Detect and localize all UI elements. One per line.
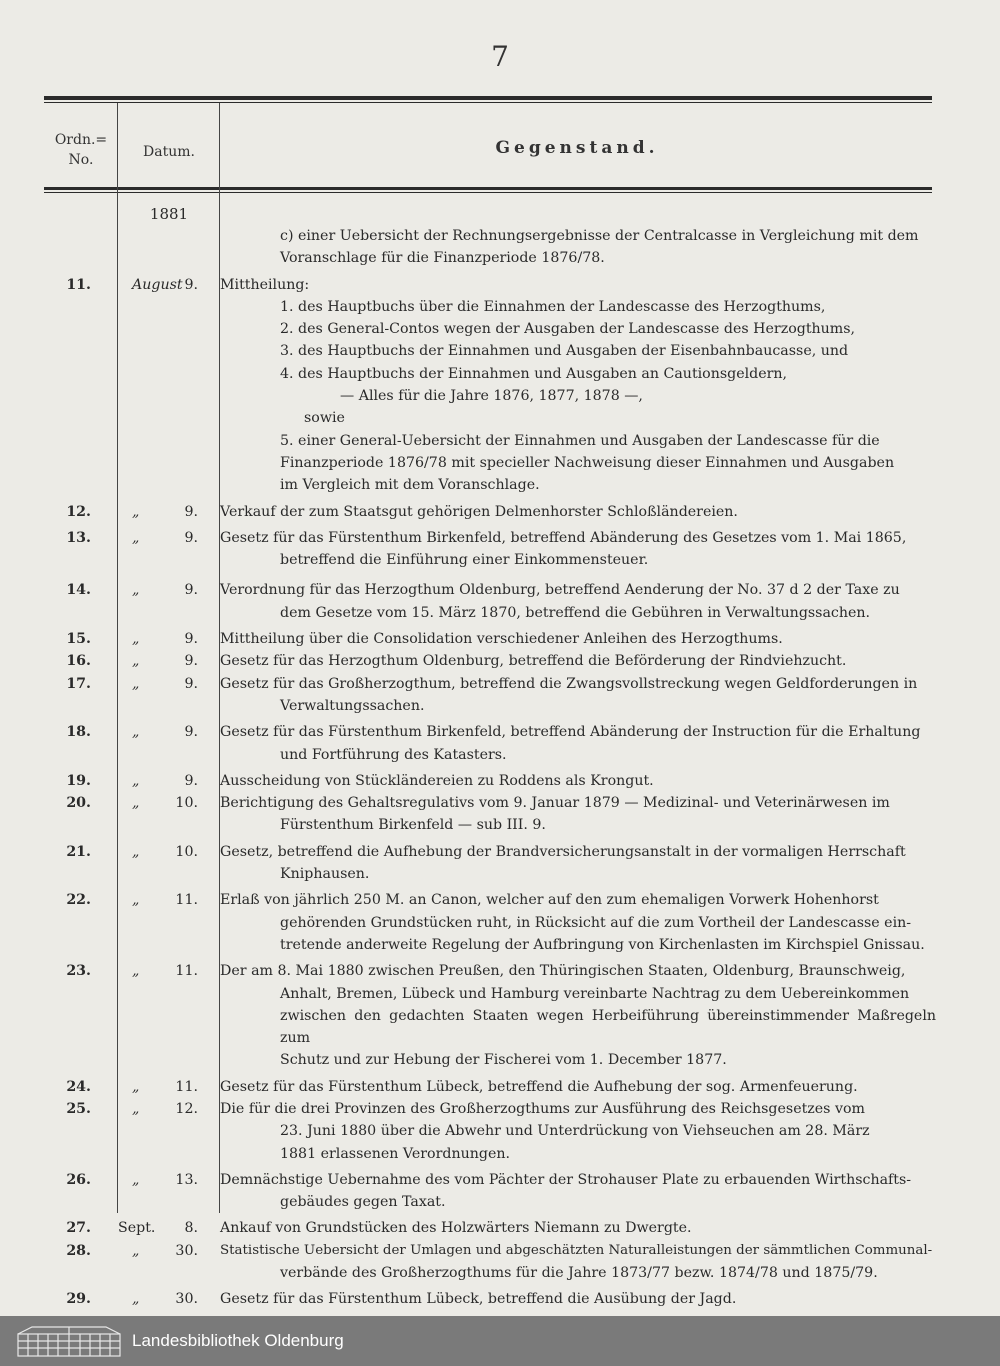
- entry-number: 12.: [66, 503, 91, 520]
- header-ordn: [48, 130, 114, 170]
- entry-day: 9.: [184, 503, 198, 520]
- entry-text: Ausscheidung von Stückländereien zu Roddens als Krongut.: [220, 772, 654, 789]
- entry-text: Gesetz für das Großherzogthum, betreffend die Zwangsvollstreckung wegen Geldforderungen in: [220, 675, 918, 692]
- entry-month: „: [132, 631, 140, 648]
- sub-item: im Vergleich mit dem Voranschlage.: [280, 477, 540, 494]
- table-row: [44, 274, 936, 497]
- entry-number: 17.: [66, 675, 91, 692]
- table-row: [44, 673, 936, 718]
- entry-number: 19.: [66, 772, 91, 789]
- entry-month: „: [132, 892, 140, 909]
- sub-item: 2. des General-Contos wegen der Ausgaben der Landescasse des Herzogthums,: [280, 321, 856, 338]
- table-row: [44, 721, 936, 766]
- entry-month: „: [132, 724, 140, 741]
- sub-item: 5. einer General-Uebersicht der Einnahmen und Ausgaben der Landescasse für die: [280, 432, 880, 449]
- entry-number: 25.: [66, 1100, 91, 1117]
- entries-table: [44, 225, 936, 1311]
- list-item: [44, 225, 936, 270]
- entry-month: „: [132, 653, 140, 670]
- entry-day: 12.: [175, 1100, 198, 1117]
- entry-number: 24.: [66, 1078, 91, 1095]
- entry-text: Statistische Uebersicht der Umlagen und abgeschätzten Naturalleistungen der sämmtlichen Communal-: [220, 1242, 933, 1258]
- entry-text: Mittheilung über die Consolidation verschiedener Anleihen des Herzogthums.: [220, 631, 783, 648]
- table-row: [44, 841, 936, 886]
- entry-text: Demnächstige Uebernahme des vom Pächter der Strohauser Plate zu erbauenden Wirthschafts-: [220, 1171, 912, 1188]
- entry-day: 9.: [184, 675, 198, 692]
- page-number: 7: [491, 40, 509, 73]
- entry-text: Voranschlage für die Finanzperiode 1876/78.: [280, 250, 605, 267]
- table-row: [44, 527, 936, 572]
- entry-day: 11.: [175, 963, 198, 980]
- entry-number: 20.: [66, 795, 91, 812]
- entry-month: „: [132, 675, 140, 692]
- table-row: [44, 628, 936, 650]
- header-rule: [44, 187, 932, 190]
- entry-text: zwischen den gedachten Staaten wegen Herbeiführung übereinstimmender Maßregeln zum: [280, 1007, 936, 1047]
- entry-day: 9.: [184, 653, 198, 670]
- library-name: Landesbibliothek Oldenburg: [132, 1331, 344, 1350]
- entry-day: 8.: [184, 1220, 198, 1237]
- entry-day: 9.: [184, 582, 198, 599]
- entry-month: „: [132, 582, 140, 599]
- entry-text: Der am 8. Mai 1880 zwischen Preußen, den Thüringischen Staaten, Oldenburg, Braunschweig,: [220, 963, 906, 980]
- header-ordn-line1: Ordn.=: [54, 132, 108, 148]
- entry-text: Gesetz für das Fürstenthum Birkenfeld, betreffend Abänderung des Gesetzes vom 1. Mai 1865,: [220, 529, 907, 546]
- entry-text: 1881 erlassenen Verordnungen.: [280, 1145, 510, 1162]
- header-datum: Datum.: [143, 144, 195, 160]
- entry-month: „: [132, 843, 140, 860]
- top-rule-thin: [44, 102, 932, 103]
- entry-month: Sept.: [118, 1220, 156, 1237]
- entry-month: „: [132, 529, 140, 546]
- entry-day: 10.: [175, 843, 198, 860]
- sub-item: sowie: [304, 410, 345, 427]
- table-row: [44, 501, 936, 523]
- entry-text: Berichtigung des Gehaltsregulativs vom 9. Januar 1879 — Medizinal- und Veterinärwesen im: [220, 795, 890, 812]
- entry-day: 11.: [175, 892, 198, 909]
- entry-day: 30.: [175, 1242, 198, 1259]
- sub-item: 3. des Hauptbuchs der Einnahmen und Ausgaben der Eisenbahnbaucasse, und: [280, 343, 849, 360]
- entry-day: 11.: [175, 1078, 198, 1095]
- entry-day: 9.: [184, 276, 198, 293]
- footer-bar: [0, 1316, 1000, 1366]
- entry-month: August: [132, 276, 183, 293]
- entry-text: Gesetz für das Fürstenthum Birkenfeld, betreffend Abänderung der Instruction für die Erhaltung: [220, 724, 921, 741]
- entry-day: 10.: [175, 795, 198, 812]
- entry-day: 9.: [184, 529, 198, 546]
- entry-text: Mittheilung:: [220, 276, 310, 293]
- sub-item: — Alles für die Jahre 1876, 1877, 1878 —,: [340, 388, 643, 405]
- entry-number: 15.: [66, 631, 91, 648]
- entry-number: 21.: [66, 843, 91, 860]
- entry-text: Gesetz für das Fürstenthum Lübeck, betreffend die Ausübung der Jagd.: [220, 1291, 737, 1308]
- entry-text: Fürstenthum Birkenfeld — sub III. 9.: [280, 817, 546, 834]
- table-row: [44, 1098, 936, 1165]
- entry-text: tretende anderweite Regelung der Aufbringung von Kirchenlasten im Kirchspiel Gnissau.: [280, 936, 925, 953]
- entry-text: Gesetz für das Fürstenthum Lübeck, betreffend die Aufhebung der sog. Armenfeuerung.: [220, 1078, 858, 1095]
- table-row: [44, 960, 936, 1071]
- sub-item: 4. des Hauptbuchs der Einnahmen und Ausgaben an Cautionsgeldern,: [280, 365, 788, 382]
- table-row: [44, 770, 936, 792]
- header-ordn-line2: No.: [68, 152, 94, 168]
- entry-text: Verordnung für das Herzogthum Oldenburg, betreffend Aenderung der No. 37 d 2 der Taxe zu: [220, 582, 900, 599]
- entry-text: betreffend die Einführung einer Einkommensteuer.: [280, 552, 649, 569]
- header-rule-thin: [44, 192, 932, 193]
- entry-month: „: [132, 963, 140, 980]
- table-row: [44, 1076, 936, 1098]
- entry-number: 22.: [66, 892, 91, 909]
- sub-item: 1. des Hauptbuchs über die Einnahmen der Landescasse des Herzogthums,: [280, 298, 826, 315]
- entry-month: „: [132, 1171, 140, 1188]
- entry-text: Verwaltungssachen.: [280, 697, 425, 714]
- table-row: [44, 1217, 936, 1239]
- entry-number: 16.: [66, 653, 91, 670]
- entry-month: „: [132, 1078, 140, 1095]
- entry-text: Die für die drei Provinzen des Großherzogthums zur Ausführung des Reichsgesetzes vom: [220, 1100, 865, 1117]
- table-row: [44, 792, 936, 837]
- entry-text: Kniphausen.: [280, 866, 370, 883]
- entry-day: 9.: [184, 631, 198, 648]
- sub-item: Finanzperiode 1876/78 mit specieller Nachweisung dieser Einnahmen und Ausgaben: [280, 454, 895, 471]
- entry-day: 9.: [184, 772, 198, 789]
- table-row: [44, 1288, 936, 1310]
- library-building-icon: [14, 1324, 124, 1358]
- entry-month: „: [132, 795, 140, 812]
- entry-text: Ankauf von Grundstücken des Holzwärters Niemann zu Dwergte.: [220, 1220, 692, 1237]
- year-label: 1881: [149, 205, 189, 223]
- entry-day: 30.: [175, 1291, 198, 1308]
- entry-number: 13.: [66, 529, 91, 546]
- entry-text: c) einer Uebersicht der Rechnungsergebnisse der Centralcasse in Vergleichung mit dem: [280, 228, 919, 244]
- entry-text: gebäudes gegen Taxat.: [280, 1194, 446, 1211]
- entry-text: Erlaß von jährlich 250 M. an Canon, welcher auf den zum ehemaligen Vorwerk Hohenhorst: [220, 892, 879, 909]
- entry-number: 27.: [66, 1220, 91, 1237]
- entry-number: 29.: [66, 1291, 91, 1308]
- entry-month: „: [132, 503, 140, 520]
- top-rule: [44, 96, 932, 100]
- entry-text: verbände des Großherzogthums für die Jahre 1873/77 bezw. 1874/78 und 1875/79.: [280, 1265, 878, 1282]
- table-row: [44, 889, 936, 956]
- entry-text: Verkauf der zum Staatsgut gehörigen Delmenhorster Schloßländereien.: [220, 503, 738, 520]
- entry-text: Gesetz, betreffend die Aufhebung der Brandversicherungsanstalt in der vormaligen Herrschaft: [220, 843, 906, 860]
- entry-number: 26.: [66, 1171, 91, 1188]
- table-row: [44, 1240, 936, 1285]
- entry-text: Anhalt, Bremen, Lübeck und Hamburg vereinbarte Nachtrag zu dem Uebereinkommen: [280, 985, 910, 1002]
- table-row: [44, 650, 936, 672]
- entry-month: „: [132, 772, 140, 789]
- entry-number: 28.: [66, 1242, 91, 1259]
- entry-number: 18.: [66, 724, 91, 741]
- table-row: [44, 579, 936, 624]
- entry-number: 23.: [66, 963, 91, 980]
- entry-text: gehörenden Grundstücken ruht, in Rücksicht auf die zum Vortheil der Landescasse ein-: [280, 914, 912, 931]
- entry-text: Gesetz für das Herzogthum Oldenburg, betreffend die Beförderung der Rindviehzucht.: [220, 653, 847, 670]
- entry-text: dem Gesetze vom 15. März 1870, betreffend die Gebühren in Verwaltungssachen.: [280, 604, 871, 621]
- entry-month: „: [132, 1100, 140, 1117]
- entry-day: 13.: [175, 1171, 198, 1188]
- entry-month: „: [132, 1242, 140, 1259]
- entry-text: 23. Juni 1880 über die Abwehr und Unterdrückung von Viehseuchen am 28. März: [280, 1123, 870, 1140]
- entry-text: Schutz und zur Hebung der Fischerei vom 1. December 1877.: [280, 1052, 727, 1069]
- entry-number: 14.: [66, 582, 91, 599]
- entry-month: „: [132, 1291, 140, 1308]
- table-row: [44, 1169, 936, 1214]
- entry-number: 11.: [66, 276, 91, 293]
- header-gegenstand: Gegenstand.: [495, 138, 659, 158]
- entry-text: und Fortführung des Katasters.: [280, 746, 507, 763]
- entry-day: 9.: [184, 724, 198, 741]
